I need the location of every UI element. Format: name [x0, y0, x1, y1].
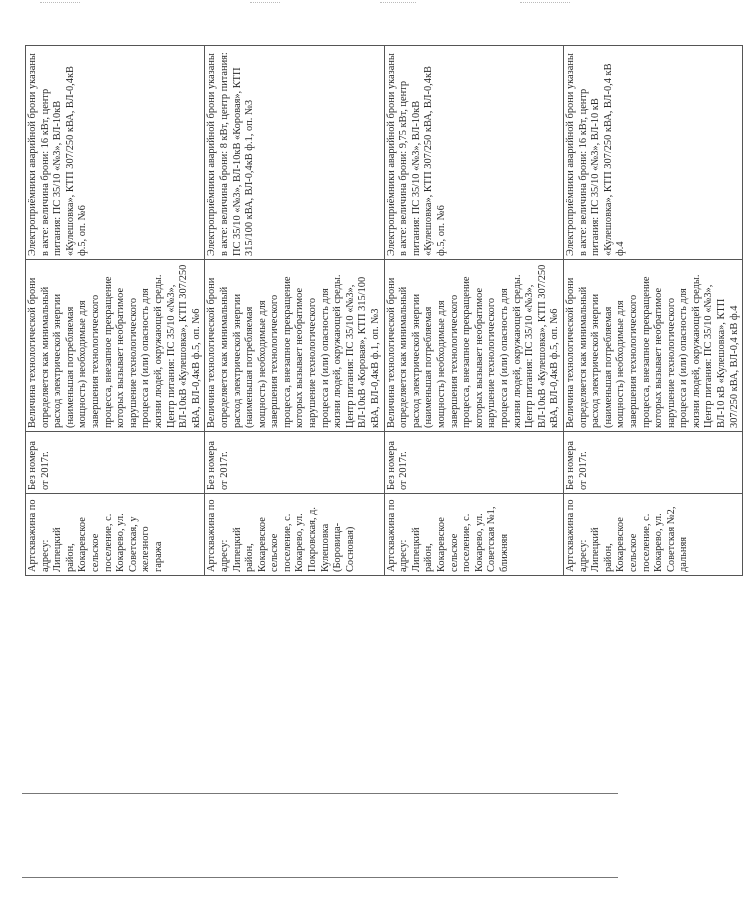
- divider-line: [22, 877, 618, 878]
- emergency-reserve-cell: Электроприёмники аварийной брони указаны в акте: величина брони: 16 кВт, центр питания: ПС 35/10 «№3», ВЛ-10 кВ «Кулешовка», КТП 307/250 кВА, ВЛ-0,4 кВ ф.4: [563, 46, 742, 260]
- object-address-cell: Артскважина по адресу: Липецкий район, Кокаревское сельское поселение, с. Кокарево, ул. Советская №1, ближняя: [384, 494, 563, 576]
- tech-reserve-cell: Величина технологической брони определяется как минимальный расход электрической энергии (наименьшая потребляемая мощность) необходимые для завершения технологического процесса, внезапное прекращение которых вызывает необратимое нарушение технологического процесса и (или) опасность для жизни людей, окружающей среды. Центр питания: ПС 35/10 «№3», ВЛ-10 кВ «Кулешовка», КТП 307/250 кВА, ВЛ-0,4 кВ ф.4: [563, 260, 742, 432]
- table-row: [205, 46, 384, 576]
- document-cell: Без номера от 2017г.: [384, 432, 563, 494]
- rotated-table-container: [25, 46, 740, 576]
- document-cell: Без номера от 2017г.: [205, 432, 384, 494]
- document-cell: Без номера от 2017г.: [563, 432, 742, 494]
- scan-artifact: [520, 2, 570, 4]
- table-row: [563, 46, 742, 576]
- scan-artifact: [380, 2, 416, 4]
- scan-artifact: [250, 2, 280, 4]
- document-cell: Без номера от 2017г.: [26, 432, 205, 494]
- emergency-reserve-cell: Электроприёмники аварийной брони указаны в акте: величина брони: 16 кВт, центр питания: ПС 35/10 «№3», ВЛ-10кВ «Кулешовка», КТП 307/250 кВА, ВЛ-0,4кВ ф.5, оп. №6: [26, 46, 205, 260]
- emergency-reserve-cell: Электроприёмники аварийной брони указаны в акте: величина брони: 9,75 кВт, центр питания: ПС 35/10 «№3», ВЛ-10кВ «Кулешовка», КТП 307/250 кВА, ВЛ-0,4кВ ф.5, оп. №6: [384, 46, 563, 260]
- object-address-cell: Артскважина по адресу: Липецкий район, Кокаревское сельское поселение, с. Кокарево, ул. Покровская, д. Кулешовка (Боровица-Сосновая): [205, 494, 384, 576]
- object-address-cell: Артскважина по адресу: Липецкий район, Кокаревское сельское поселение, с. Кокарево, ул. Советская №2, дальняя: [563, 494, 742, 576]
- emergency-reserve-cell: Электроприёмники аварийной брони указаны в акте: величина брони: 8 кВт, центр питания: ПС 35/10 «№3», ВЛ-10кВ «Коровая», КТП 315/100 кВА, ВЛ-0,4кВ ф.1, оп. №3: [205, 46, 384, 260]
- tech-reserve-cell: Величина технологической брони определяется как минимальный расход электрической энергии (наименьшая потребляемая мощность) необходимые для завершения технологического процесса, внезапное прекращение которых вызывает необратимое нарушение технологического процесса и (или) опасность для жизни людей, окружающей среды. Центр питания: ПС 35/10 «№3», ВЛ-10кВ «Коровая», КТП 315/100 кВА, ВЛ-0,4кВ ф.1, оп. №3: [205, 260, 384, 432]
- divider-line: [22, 793, 618, 794]
- table-row: [384, 46, 563, 576]
- tech-reserve-cell: Величина технологической брони определяется как минимальный расход электрической энергии (наименьшая потребляемая мощность) необходимые для завершения технологического процесса, внезапное прекращение которых вызывает необратимое нарушение технологического процесса и (или) опасность для жизни людей, окружающей среды. Центр питания: ПС 35/10 «№3», ВЛ-10кВ «Кулешовка», КТП 307/250 кВА, ВЛ-0,4кВ ф.5, оп. №6: [384, 260, 563, 432]
- reserve-table: [25, 45, 743, 576]
- table-row: [26, 46, 205, 576]
- scan-artifact: [40, 2, 80, 4]
- object-address-cell: Артскважина по адресу: Липецкий район, Кокаревское сельское поселение, с. Кокарево, ул. Советская, у железного гаража: [26, 494, 205, 576]
- tech-reserve-cell: Величина технологической брони определяется как минимальный расход электрической энергии (наименьшая потребляемая мощность) необходимые для завершения технологического процесса, внезапное прекращение которых вызывает необратимое нарушение технологического процесса и (или) опасность для жизни людей, окружающей среды. Центр питания: ПС 35/10 «№3», ВЛ-10кВ «Кулешовка», КТП 307/250 кВА, ВЛ-0,4кВ ф.5, оп. №6: [26, 260, 205, 432]
